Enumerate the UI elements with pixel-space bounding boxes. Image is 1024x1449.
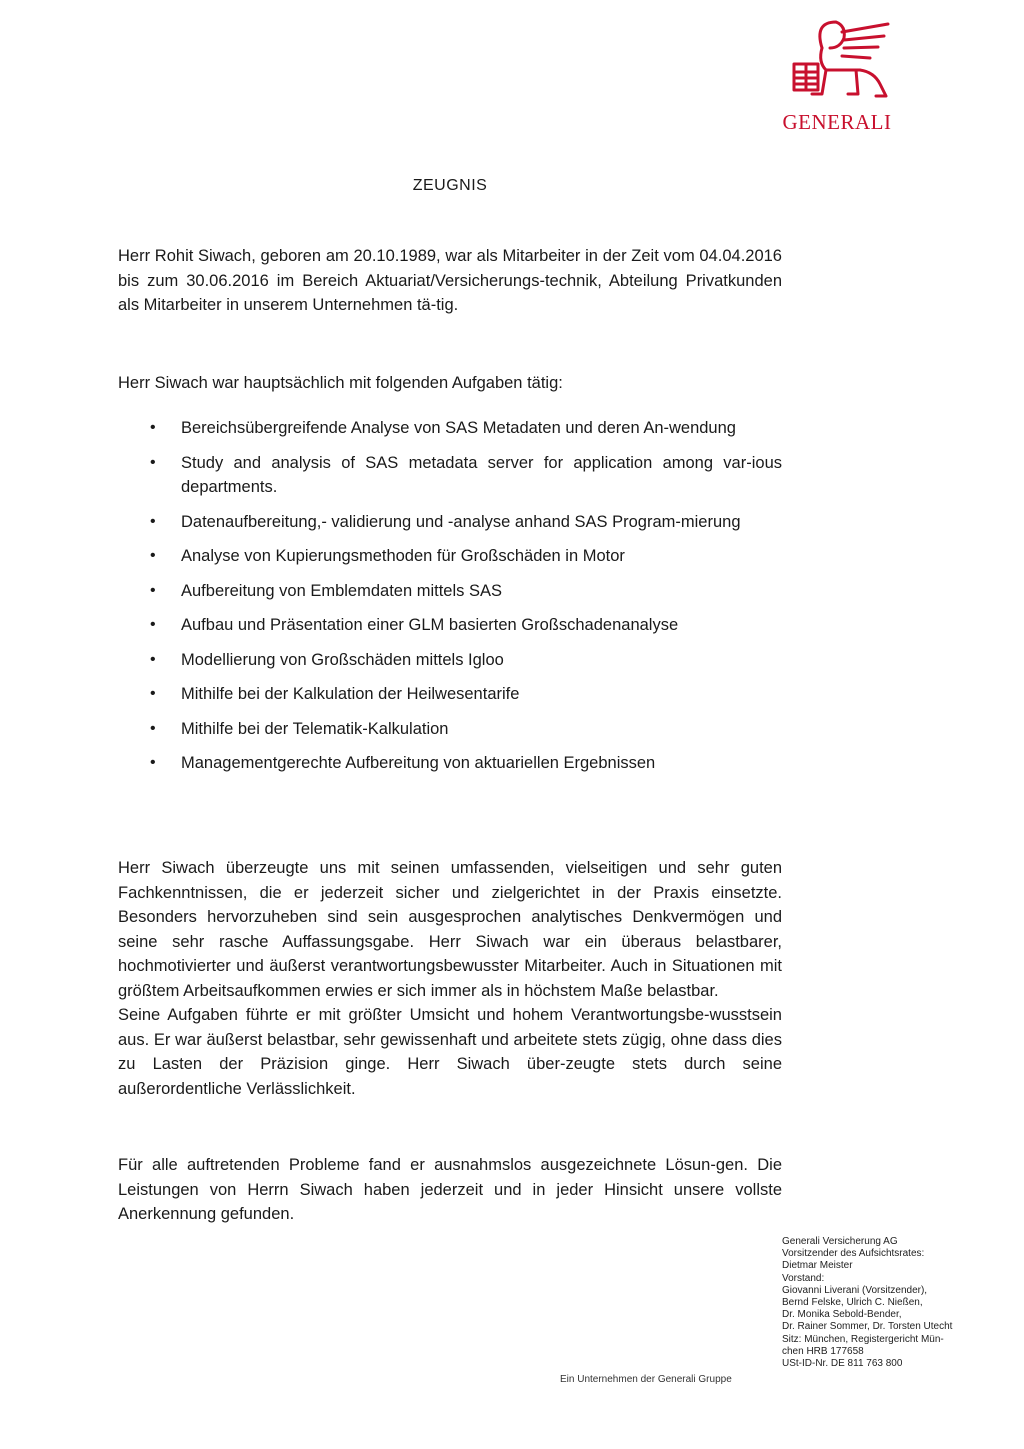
company-line: Vorsitzender des Aufsichtsrates: xyxy=(782,1248,925,1260)
task-list xyxy=(118,416,782,786)
company-line: chen HRB 177658 xyxy=(782,1345,864,1357)
closing-paragraph: Für alle auftretenden Probleme fand er ausnahmslos ausgezeichnete Lösun-gen. Die Leistungen von Herrn Siwach haben jederzeit und in jeder Hinsicht unsere vollste Anerkennung gefunden. xyxy=(118,1156,782,1223)
company-line: Bernd Felske, Ulrich C. Nießen, xyxy=(782,1297,923,1309)
evaluation-paragraph: Herr Siwach überzeugte uns mit seinen umfassenden, vielseitigen und sehr guten Fachkenntnissen, die er jederzeit sicher und zielgerichtet in der Praxis einsetzte. Besonders hervorzuheben sind sein ausgesprochen analytisches Denkvermögen und seine sehr rasche Auffassungsgabe. Herr Siwach war ein überaus belastbarer, hochmotivierter und äußerst verantwortungsbewusster Mitarbeiter. Auch in Situationen mit größtem Arbeitsaufkommen erwies er sich immer als in höchstem Maße belastbar. xyxy=(118,859,782,1000)
list-item: • Aufbau und Präsentation einer GLM basierten Großschadenanalyse xyxy=(118,613,782,638)
conduct-paragraph: Seine Aufgaben führte er mit größter Umsicht und hohem Verantwortungsbe-wusstsein aus. Er war äußerst belastbar, sehr gewissenhaft und arbeitete stets zügig, ohne dass dies zu Lasten der Präzision ginge. Herr Siwach über-zeugte stets durch seine außerordentliche Verlässlichkeit. xyxy=(118,1006,782,1098)
list-item: • Datenaufbereitung,- validierung und -analyse anhand SAS Program-mierung xyxy=(118,510,782,535)
list-item: • Aufbereitung von Emblemdaten mittels SAS xyxy=(118,579,782,604)
company-line: Dietmar Meister xyxy=(782,1260,853,1272)
list-item: • Mithilfe bei der Kalkulation der Heilwesentarife xyxy=(118,682,782,707)
evaluation-section xyxy=(118,856,782,1101)
logo-wordmark: GENERALI xyxy=(782,110,892,134)
document-title: ZEUGNIS xyxy=(412,177,488,194)
intro-paragraph: Herr Rohit Siwach, geboren am 20.10.1989, war als Mitarbeiter in der Zeit vom 04.04.2016 bis zum 30.06.2016 im Bereich Aktuariat/Versicherungs-technik, Abteilung Privatkunden als Mitarbeiter in unserem Unternehmen tä-tig. xyxy=(118,247,782,314)
list-item: • Bereichsübergreifende Analyse von SAS Metadaten und deren An-wendung xyxy=(118,416,782,441)
company-info xyxy=(782,1236,1012,1370)
company-line: USt-ID-Nr. DE 811 763 800 xyxy=(782,1358,903,1370)
list-item: • Managementgerechte Aufbereitung von aktuariellen Ergebnissen xyxy=(118,751,782,776)
generali-logo xyxy=(762,18,912,134)
list-item: • Mithilfe bei der Telematik-Kalkulation xyxy=(118,717,782,742)
list-item: • Modellierung von Großschäden mittels Igloo xyxy=(118,648,782,673)
company-line: Sitz: München, Registergericht Mün- xyxy=(782,1333,944,1345)
group-footer: Ein Unternehmen der Generali Gruppe xyxy=(560,1374,732,1385)
list-item: • Analyse von Kupierungsmethoden für Großschäden in Motor xyxy=(118,544,782,569)
company-line: Giovanni Liverani (Vorsitzender), xyxy=(782,1284,928,1296)
tasks-intro: Herr Siwach war hauptsächlich mit folgenden Aufgaben tätig: xyxy=(118,374,563,392)
company-line: Generali Versicherung AG xyxy=(782,1236,898,1247)
list-item: • Study and analysis of SAS metadata server for application among var-ious departments. xyxy=(118,451,782,500)
lion-icon xyxy=(782,18,894,110)
company-line: Vorstand: xyxy=(782,1272,825,1284)
company-line: Dr. Monika Sebold-Bender, xyxy=(782,1309,902,1321)
company-line: Dr. Rainer Sommer, Dr. Torsten Utecht xyxy=(782,1321,953,1333)
